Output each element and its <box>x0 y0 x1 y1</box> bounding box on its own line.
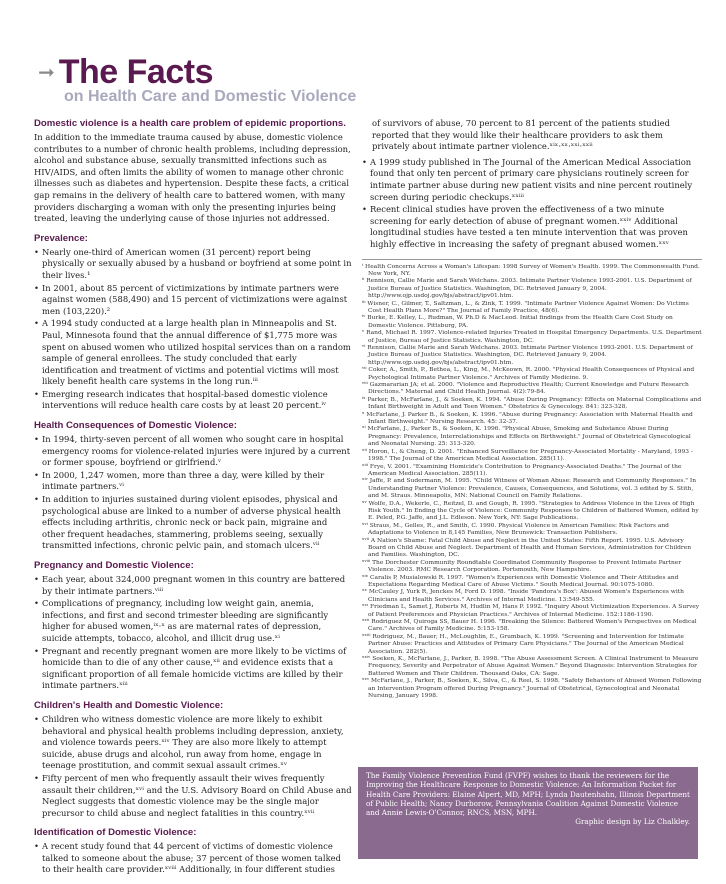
reference: ˣⁱⁱⁱ Frye, V. 2001. "Examining Homicide's Contribution to Pregnancy-Associated Deaths." The Journal of the American Medical Association. 285(11). <box>362 463 682 477</box>
page-subtitle: on Health Care and Domestic Violence <box>64 88 357 105</box>
list-item: • Recent clinical studies have proven the effectiveness of a two minute screening for early detection of abuse of pregnant women.ˣˣⁱᵛ Additional longitudinal studies have tested a ten minute intervention that was proven highly effective in increasing the safety of pregnant abused women.ˣˣᵛ <box>362 204 702 250</box>
arrow-icon: ➞ <box>38 60 55 84</box>
reference: ˣᵛ Wolfe, D.A., Wekerle, C., Reitzel, D. and Gough, R. 1995. "Strategies to Address Violence in the Lives of High Risk Youth." In Ending the Cycle of Violence: Community Responses to Children of Battered Women, edited by E. Peled, P.G. Jaffe, and J.L. Edleson. New York, NY: Sage Publications. <box>362 500 699 522</box>
health-section <box>34 420 352 552</box>
reference: ˣⁱᵛ Jaffe, P. and Sudermann, M. 1995. "Child Witness of Woman Abuse: Research and Community Responses." In Understanding Partner Violence: Prevalence, Causes, Consequences, and Solutions, vol. 3 edited by S. Stith, and M. Straus. Minneapolis, MN: National Council on Family Relations. <box>362 478 697 500</box>
reference: ˣ McFarlane, J. Parker B., & Soeken, K. 1996. "Abuse during Pregnancy: Association with Maternal Health and Infant Birthweight." Nursing Research. 45: 32-37. <box>362 411 693 426</box>
list-item: • In addition to injuries sustained during violent episodes, physical and psychological abuse are linked to a number of adverse physical health effects including arthritis, chronic neck or back pain, migraine and other frequent headaches, stammering, problems seeing, sexually transmitted infections, chronic pelvic pain, and stomach ulcers.ᵛⁱⁱ <box>34 494 352 552</box>
pregnancy-section <box>34 560 352 692</box>
reference: ˣⁱⁱ Horon, I., & Cheng, D. 2001. "Enhanced Surveillance for Pregnancy-Associated Mortality - Maryland, 1993 - 1998." The Journal of the American Medical Association. 285(11). <box>362 448 693 463</box>
reference: ᵛⁱⁱ Coker, A., Smith, P., Bethea, L., King, M., McKeown, R. 2000. "Physical Health Consequences of Physical and Psychological Intimate Partner Violence." Archives of Family Medicine. 9. <box>362 367 695 381</box>
list-item: • Each year, about 324,000 pregnant women in this country are battered by their intimate partners.ᵛⁱⁱⁱ <box>34 574 352 597</box>
reference: ˣᵛⁱ Straus, M., Gelles, R., and Smith, C. 1990. Physical Violence in American Families: Risk Factors and Adaptations to Violence in 8,145 Families, New Brunswick: Transaction Publishers. <box>362 522 669 537</box>
intro-section <box>34 118 352 225</box>
list-item: • Pregnant and recently pregnant women are more likely to be victims of homicide than to die of any other cause,ˣⁱⁱ and evidence exists that a significant proportion of all female homicide victims are killed by their intimate partners.ˣⁱⁱⁱ <box>34 646 352 692</box>
identification-heading: Identification of Domestic Violence: <box>34 827 197 839</box>
identification-list-continued <box>362 157 702 251</box>
acknowledgement-box <box>358 767 698 859</box>
reference: ⁱⁱⁱ Wisner, C., Gilmer, T., Saltzman, L., & Zink, T. 1999. "Intimate Partner Violence Against Women: Do Victims Cost Health Plans More?" The Journal of Family Practice, 48(6). <box>362 300 689 314</box>
top-bar <box>0 0 726 32</box>
reference: ˣˣᵛ McFarlane, J., Parker, B., Soeken, K., Silva, C., & Reel, S. 1998. "Safety Behaviors of Abused Women Following an Intervention Program offered During Pregnancy." Journal of Obstetrical, Gynecological and Neonatal Nursing, January 1998. <box>362 678 702 700</box>
reference: ˣᵛⁱⁱ A Nation's Shame: Fatal Child Abuse and Neglect in the United States: Fifth Report. 1995. U.S. Advisory Board on Child Abuse and Neglect. Department of Health and Human Services, Administration for Children and Families. Washington, DC. <box>362 537 691 559</box>
reference: ˣˣⁱᵛ Soeken, K., McFarlane, J., Parker, B. 1998. "The Abuse Assessment Screen. A Clinical Instrument to Measure Frequency, Severity and Perpetrator of Abuse Against Women." Beyond Diagnosis: Intervention Strategies for Battered Women and Their Children. Thousand Oaks, CA: Sage. <box>362 656 699 677</box>
reference: ⁱᵛ Burke, E. Kelley, L., Rudman, W. Ph.D & MacLeod. Initial findings from the Health Care Cost Study on Domestic Violence. Pittsburg, PA. <box>362 315 673 329</box>
list-item: • Children who witness domestic violence are more likely to exhibit behavioral and physical health problems including depression, anxiety, and violence towards peers.ˣⁱᵛ They are also more likely to attempt suicide, abuse drugs and alcohol, run away from home, engage in teenage prostitution, and commit sexual assault crimes.ˣᵛ <box>34 714 352 772</box>
reference: ˣˣⁱ Friedman L, Samet J, Roberts M, Hudlin M, Hans P. 1992. "Inquiry About Victimization Experiences. A Survey of Patient Preferences and Physician Practices." Archives of Internal Medicine. 152:1186-1190. <box>362 604 700 618</box>
reference: ˣⁱ McFarlane, J., Parker B., & Soeken, K. 1996. "Physical Abuse, Smoking and Substance Abuse During Pregnancy: Prevalence, Interrelationships and Effects on Birthweight." Journal of Obstetrical Gynecological and Neonatal Nursing. 25: 313-320. <box>362 426 691 448</box>
list-item: • Nearly one-third of American women (31 percent) report being physically or sexually abused by a husband or boyfriend at some point in their lives.¹ <box>34 247 352 282</box>
reference: ᵛⁱ Rennison, Callie Marie and Sarah Welchans. 2003. Intimate Partner Violence 1993-2001. U.S. Department of Justice Bureau of Justice Statistics. Washington, DC. Retrieved January 9, 2004. http://www.ojp.usdoj.gov/bjs/abstract/ipv01.htm. <box>362 345 693 366</box>
acknowledgement-text: The Family Violence Prevention Fund (FVPF) wishes to thank the reviewers for the Improving the Healthcare Response to Domestic Violence: An Information Packet for Health Care Providers: Elaine Alpert, MD, MPH; Lynda Dautenhahn, Illinois Department of Public Health; Nancy Durborow, Pennsylvania Coalition Against Domestic Violence and Annie Lewis-O'Connor, RNCS, MSN, MPH. <box>366 771 690 818</box>
reference: ⁱⁱ Rennison, Callie Marie and Sarah Welchans. 2003. Intimate Partner Violence 1993-2001. U.S. Department of Justice Bureau of Justice Statistics. Washington, DC. Retrieved January 9, 2004. http://www.ojp.usdoj.gov/bjs/abstract/ipv01.htm. <box>362 278 692 300</box>
references <box>362 259 702 701</box>
list-item: • A 1999 study published in The Journal of the American Medical Association found that only ten percent of primary care physicians routinely screen for intimate partner abuse during new patient visits and nine percent routinely screen during periodic checkups.ˣˣⁱⁱⁱ <box>362 157 702 203</box>
reference: ⁱ Health Concerns Across a Woman's Lifespan: 1998 Survey of Women's Health. 1999. The Commonwealth Fund. New York, NY. <box>362 263 700 277</box>
reference: ᵛ Rand, Michael R. 1997. Violence-related Injuries Treated in Hospital Emergency Departments. U.S. Department of Justice, Bureau of Justice Statistics. Washington, DC. <box>362 330 702 344</box>
continuation-text: of survivors of abuse, 70 percent to 81 percent of the patients studied reported that they would like their healthcare providers to ask them privately about intimate partner violence.ˣⁱˣ·ˣˣ·ˣˣⁱ·ˣˣⁱⁱ <box>372 118 670 152</box>
identification-list <box>34 841 352 876</box>
list-item: • In 2000, 1,247 women, more than three a day, were killed by their intimate partners.ᵛⁱ <box>34 470 352 493</box>
children-list <box>34 714 352 819</box>
intro-heading: Domestic violence is a health care problem of epidemic proportions. <box>34 118 346 129</box>
list-item: • A 1994 study conducted at a large health plan in Minneapolis and St. Paul, Minnesota found that the annual difference of $1,775 more was spent on abused women who utilized hospital services than on a random sample of general enrollees. The study concluded that early identification and treatment of victims and potential victims will most likely benefit health care systems in the long run.ⁱⁱⁱ <box>34 318 352 388</box>
list-item: • A recent study found that 44 percent of victims of domestic violence talked to someone about the abuse; 37 percent of those women talked to their health care provider.ˣᵛⁱⁱⁱ Additionally, in four different studies <box>34 841 352 876</box>
reference: ˣˣⁱⁱ Rodriguez M, Quiroga SS, Bauer H. 1996. "Breaking the Silence: Battered Women's Perspectives on Medical Care." Archives of Family Medicine. 5:153-158. <box>362 619 697 633</box>
list-item: • Fifty percent of men who frequently assault their wives frequently assault their children,ˣᵛⁱ and the U.S. Advisory Board on Child Abuse and Neglect suggests that domestic violence may be the single major precursor to child abuse and neglect fatalities in this country.ˣᵛⁱⁱ <box>34 773 352 819</box>
title-row <box>38 52 213 92</box>
page-title: The Facts <box>58 52 213 91</box>
reference: ⁱˣ Parker, B., McFarlane, J., & Soeken, K. 1994. "Abuse During Pregnancy: Effects on Maternal Complications and Infant Birthweight in Adult and Teen Women." Obstetrics & Gynecology. 841: 323-328. <box>362 396 702 411</box>
pregnancy-list <box>34 574 352 692</box>
reference: ˣˣ McCauley J, Yurk R, Jenckes M, Ford D. 1998. "Inside 'Pandora's Box': Abused Women's Experiences with Clinicians and Health Services." Archives of Internal Medicine. 13:549-555. <box>362 589 684 603</box>
identification-section <box>34 827 352 876</box>
reference: ˣⁱˣ Caralis P, Musialowski R. 1997. "Women's Experiences with Domestic Violence and Their Attitudes and Expectations Regarding Medical Care of Abuse Victims." South Medical Journal. 90:1075-1080. <box>362 574 679 588</box>
list-item: • In 1994, thirty-seven percent of all women who sought care in hospital emergency rooms for violence-related injuries were injured by a current or former spouse, boyfriend or girlfriend.ᵛ <box>34 434 352 469</box>
reference: ᵛⁱⁱⁱ Gazmararian JA; et al. 2000. "Violence and Reproductive Health; Current Knowledge and Future Research Directions." Maternal and Child Health Journal. 4(2):79-84. <box>362 382 689 396</box>
health-list <box>34 434 352 552</box>
health-heading: Health Consequences of Domestic Violence: <box>34 420 237 432</box>
graphic-design-credit: Graphic design by Liz Chalkley. <box>575 817 690 827</box>
prevalence-list <box>34 247 352 412</box>
right-column <box>362 118 702 701</box>
reference: ˣᵛⁱⁱⁱ The Dorchester Community Roundtable Coordinated Community Response to Prevent Intimate Partner Violence. 2003. RMC Research Corporation. Portsmouth, New Hampshire. <box>362 559 682 574</box>
list-item: • Emerging research indicates that hospital-based domestic violence interventions will reduce health care costs by at least 20 percent.ⁱᵛ <box>34 389 352 412</box>
prevalence-section <box>34 233 352 412</box>
children-section <box>34 700 352 819</box>
reference: ˣˣⁱⁱⁱ Rodriguez, M., Bauer, H., McLoughlin, E., Grumbach, K. 1999. "Screening and Intervention for Intimate Partner Abuse: Practices and Attitudes of Primary Care Physicians." The Journal of the American Medical Association. 282(5). <box>362 633 684 655</box>
pregnancy-heading: Pregnancy and Domestic Violence: <box>34 560 194 571</box>
prevalence-heading: Prevalence: <box>34 232 88 244</box>
list-item: • In 2001, about 85 percent of victimizations by intimate partners were against women (588,490) and 15 percent of victimizations were against men (103,220).² <box>34 283 352 318</box>
list-item: • Complications of pregnancy, including low weight gain, anemia, infections, and first and second trimester bleeding are significantly higher for abused women,ⁱˣ·ˣ as are maternal rates of depression, suicide attempts, tobacco, alcohol, and illicit drug use.ˣⁱ <box>34 598 352 644</box>
children-heading: Children's Health and Domestic Violence: <box>34 699 224 711</box>
left-column <box>34 118 352 884</box>
intro-text: In addition to the immediate trauma caused by abuse, domestic violence contributes to a number of chronic health problems, including depression, alcohol and substance abuse, sexually transmitted infections such as HIV/AIDS, and often limits the ability of women to manage other chronic illnesses such as diabetes and hypertension. Despite these facts, a critical gap remains in the delivery of health care to battered women, with many providers discharging a woman with only the presenting injuries being treated, leaving the underlying cause of those injuries not addressed. <box>34 132 351 224</box>
